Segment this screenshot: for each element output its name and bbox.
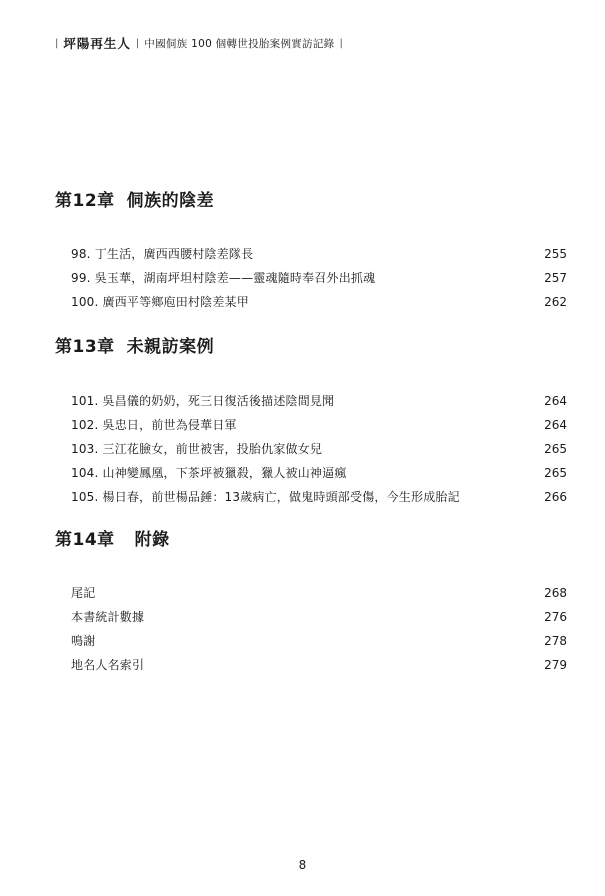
- toc-list: [55, 581, 567, 677]
- running-header: [50, 34, 348, 52]
- toc-entry-page: 279: [544, 658, 567, 672]
- header-separator: |: [135, 37, 140, 49]
- chapter-13-section: [55, 332, 567, 509]
- toc-entry-title: 尾記: [71, 586, 96, 600]
- toc-entry-page: 257: [544, 271, 567, 285]
- chapter-name: 附錄: [134, 530, 170, 550]
- toc-entry-page: 265: [544, 466, 567, 480]
- toc-entry-page: 255: [544, 247, 567, 261]
- toc-entry-page: 265: [544, 442, 567, 456]
- toc-entry[interactable]: [71, 266, 567, 290]
- toc-entry[interactable]: [71, 389, 567, 413]
- header-separator: |: [339, 37, 343, 49]
- chapter-number: 第13章: [55, 337, 115, 357]
- toc-entry-page: 266: [544, 490, 567, 504]
- toc-entry[interactable]: [71, 413, 567, 437]
- toc-entry[interactable]: [71, 653, 567, 677]
- book-title: 坪陽再生人: [63, 36, 131, 51]
- toc-entry-title: 105. 楊日春，前世楊品錘：13歲病亡，做鬼時頭部受傷，今生形成胎記: [71, 490, 460, 504]
- toc-entry[interactable]: [71, 461, 567, 485]
- toc-entry-title: 103. 三江花臉女，前世被害，投胎仇家做女兒: [71, 442, 323, 456]
- chapter-name: 未親訪案例: [126, 337, 215, 357]
- toc-entry-title: 101. 吳昌儀的奶奶，死三日復活後描述陰間見聞: [71, 394, 335, 408]
- toc-entry-page: 262: [544, 295, 567, 309]
- chapter-name: 侗族的陰差: [126, 191, 215, 211]
- chapter-number: 第14章: [55, 530, 115, 550]
- toc-entry-title: 102. 吳忠日，前世為侵華日軍: [71, 418, 237, 432]
- chapter-heading: [55, 525, 567, 550]
- toc-entry-title: 地名人名索引: [71, 658, 145, 672]
- toc-entry-title: 98. 丁生活，廣西西腰村陰差隊長: [71, 247, 254, 261]
- toc-list: [55, 242, 567, 314]
- toc-entry[interactable]: [71, 605, 567, 629]
- chapter-number: 第12章: [55, 191, 115, 211]
- toc-entry-title: 100. 廣西平等鄉庖田村陰差某甲: [71, 295, 249, 309]
- toc-entry[interactable]: [71, 290, 567, 314]
- toc-entry-page: 264: [544, 394, 567, 408]
- toc-entry[interactable]: [71, 581, 567, 605]
- toc-entry-title: 本書統計數據: [71, 610, 145, 624]
- toc-entry[interactable]: [71, 242, 567, 266]
- toc-entry[interactable]: [71, 485, 567, 509]
- chapter-heading: [55, 332, 567, 357]
- toc-entry-page: 278: [544, 634, 567, 648]
- toc-entry-title: 104. 山神變鳳凰，下茶坪被獵殺，獵人被山神逼瘋: [71, 466, 347, 480]
- toc-entry[interactable]: [71, 437, 567, 461]
- toc-entry-title: 99. 吳玉華，湖南坪坦村陰差——靈魂隨時奉召外出抓魂: [71, 271, 376, 285]
- book-subtitle: 中國侗族 100 個轉世投胎案例實訪記錄: [144, 37, 335, 50]
- toc-entry[interactable]: [71, 629, 567, 653]
- chapter-14-section: [55, 525, 567, 677]
- toc-entry-page: 268: [544, 586, 567, 600]
- toc-entry-page: 276: [544, 610, 567, 624]
- toc-list: [55, 389, 567, 509]
- toc-entry-page: 264: [544, 418, 567, 432]
- toc-entry-title: 鳴謝: [71, 634, 96, 648]
- chapter-12-section: [55, 186, 567, 314]
- page-number: 8: [298, 858, 307, 872]
- chapter-heading: [55, 186, 567, 211]
- header-separator: |: [55, 37, 59, 49]
